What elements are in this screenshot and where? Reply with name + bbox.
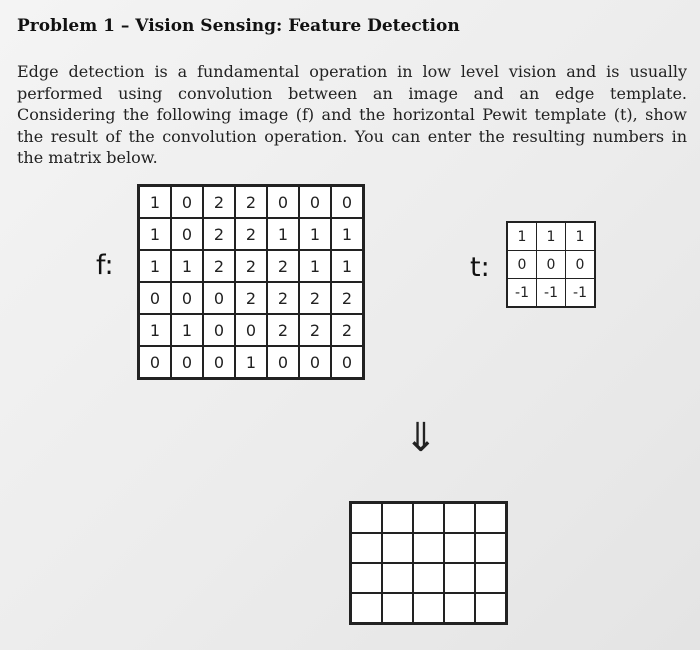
result-cell[interactable] — [351, 503, 383, 534]
t-matrix-cell: 0 — [507, 251, 537, 279]
result-row — [351, 533, 507, 563]
result-cell[interactable] — [382, 533, 413, 563]
result-cell[interactable] — [351, 593, 383, 624]
result-cell[interactable] — [475, 503, 507, 534]
f-matrix-cell: 0 — [203, 346, 235, 379]
f-label: f: — [96, 250, 114, 281]
f-matrix-row — [139, 282, 364, 314]
f-matrix-cell: 1 — [299, 250, 331, 282]
f-matrix-cell: 1 — [139, 314, 172, 346]
f-matrix-cell: 0 — [203, 314, 235, 346]
f-matrix-cell: 0 — [299, 186, 331, 219]
result-cell[interactable] — [351, 533, 383, 563]
f-matrix-cell: 0 — [267, 346, 299, 379]
result-cell[interactable] — [444, 593, 475, 624]
t-matrix-cell: 1 — [566, 222, 596, 251]
t-matrix-row — [507, 251, 595, 279]
down-arrow-icon: ⇓ — [404, 416, 438, 460]
f-matrix-cell: 1 — [267, 218, 299, 250]
f-matrix-cell: 1 — [139, 218, 172, 250]
f-matrix-cell: 0 — [171, 218, 203, 250]
t-label: t: — [470, 252, 490, 283]
f-matrix-cell: 0 — [331, 346, 364, 379]
f-matrix-cell: 1 — [171, 314, 203, 346]
result-matrix[interactable] — [349, 501, 508, 625]
f-matrix-cell: 0 — [203, 282, 235, 314]
problem-description: Edge detection is a fundamental operation in low level vision and is usually performed using convolution between an image and an edge template. Considering the following image (f) and the horizontal Pewit template (t), show the result of the convolution operation. You can enter the resulting numbers in the matrix below. — [17, 62, 687, 167]
f-matrix-cell: 2 — [331, 282, 364, 314]
f-matrix-cell: 1 — [139, 250, 172, 282]
f-matrix-cell: 2 — [203, 218, 235, 250]
f-matrix-cell: 0 — [139, 282, 172, 314]
t-matrix-cell: 0 — [566, 251, 596, 279]
f-matrix-cell: 1 — [331, 218, 364, 250]
t-matrix-row — [507, 222, 595, 251]
t-matrix-cell: -1 — [566, 279, 596, 308]
t-matrix-cell: -1 — [507, 279, 537, 308]
result-cell[interactable] — [475, 533, 507, 563]
f-matrix-cell: 1 — [299, 218, 331, 250]
f-matrix-row — [139, 218, 364, 250]
result-cell[interactable] — [413, 593, 444, 624]
result-cell[interactable] — [351, 563, 383, 593]
f-matrix-cell: 2 — [299, 314, 331, 346]
f-matrix-cell: 2 — [299, 282, 331, 314]
f-matrix-cell: 1 — [235, 346, 267, 379]
f-matrix-cell: 2 — [235, 186, 267, 219]
f-matrix-cell: 2 — [235, 218, 267, 250]
f-matrix-cell: 0 — [171, 186, 203, 219]
f-matrix-cell: 2 — [235, 250, 267, 282]
result-cell[interactable] — [413, 563, 444, 593]
result-cell[interactable] — [444, 533, 475, 563]
f-matrix-cell: 2 — [203, 250, 235, 282]
f-matrix-cell: 2 — [203, 186, 235, 219]
f-matrix-row — [139, 314, 364, 346]
f-matrix-cell: 0 — [267, 186, 299, 219]
result-cell[interactable] — [475, 563, 507, 593]
result-cell[interactable] — [382, 593, 413, 624]
t-matrix-cell: -1 — [537, 279, 566, 308]
f-matrix-cell: 2 — [267, 282, 299, 314]
t-matrix-cell: 1 — [507, 222, 537, 251]
f-matrix-cell: 0 — [139, 346, 172, 379]
result-cell[interactable] — [382, 503, 413, 534]
f-matrix-row — [139, 186, 364, 219]
image-f-matrix — [137, 184, 365, 380]
t-matrix-cell: 0 — [537, 251, 566, 279]
f-matrix-cell: 1 — [171, 250, 203, 282]
t-matrix-row — [507, 279, 595, 308]
result-row — [351, 593, 507, 624]
f-matrix-cell: 0 — [171, 346, 203, 379]
f-matrix-cell: 0 — [331, 186, 364, 219]
f-matrix-cell: 2 — [331, 314, 364, 346]
f-matrix-cell: 0 — [171, 282, 203, 314]
result-cell[interactable] — [444, 563, 475, 593]
result-cell[interactable] — [475, 593, 507, 624]
t-matrix-cell: 1 — [537, 222, 566, 251]
f-matrix-cell: 0 — [235, 314, 267, 346]
f-matrix-cell: 2 — [267, 314, 299, 346]
f-matrix-row — [139, 346, 364, 379]
f-matrix-row — [139, 250, 364, 282]
problem-title: Problem 1 – Vision Sensing: Feature Detection — [17, 16, 460, 36]
f-matrix-cell: 1 — [331, 250, 364, 282]
f-matrix-cell: 2 — [267, 250, 299, 282]
f-matrix-cell: 2 — [235, 282, 267, 314]
result-cell[interactable] — [413, 533, 444, 563]
result-row — [351, 503, 507, 534]
result-cell[interactable] — [444, 503, 475, 534]
template-t-matrix — [506, 221, 596, 308]
result-cell[interactable] — [382, 563, 413, 593]
result-cell[interactable] — [413, 503, 444, 534]
f-matrix-cell: 0 — [299, 346, 331, 379]
result-row — [351, 563, 507, 593]
f-matrix-cell: 1 — [139, 186, 172, 219]
